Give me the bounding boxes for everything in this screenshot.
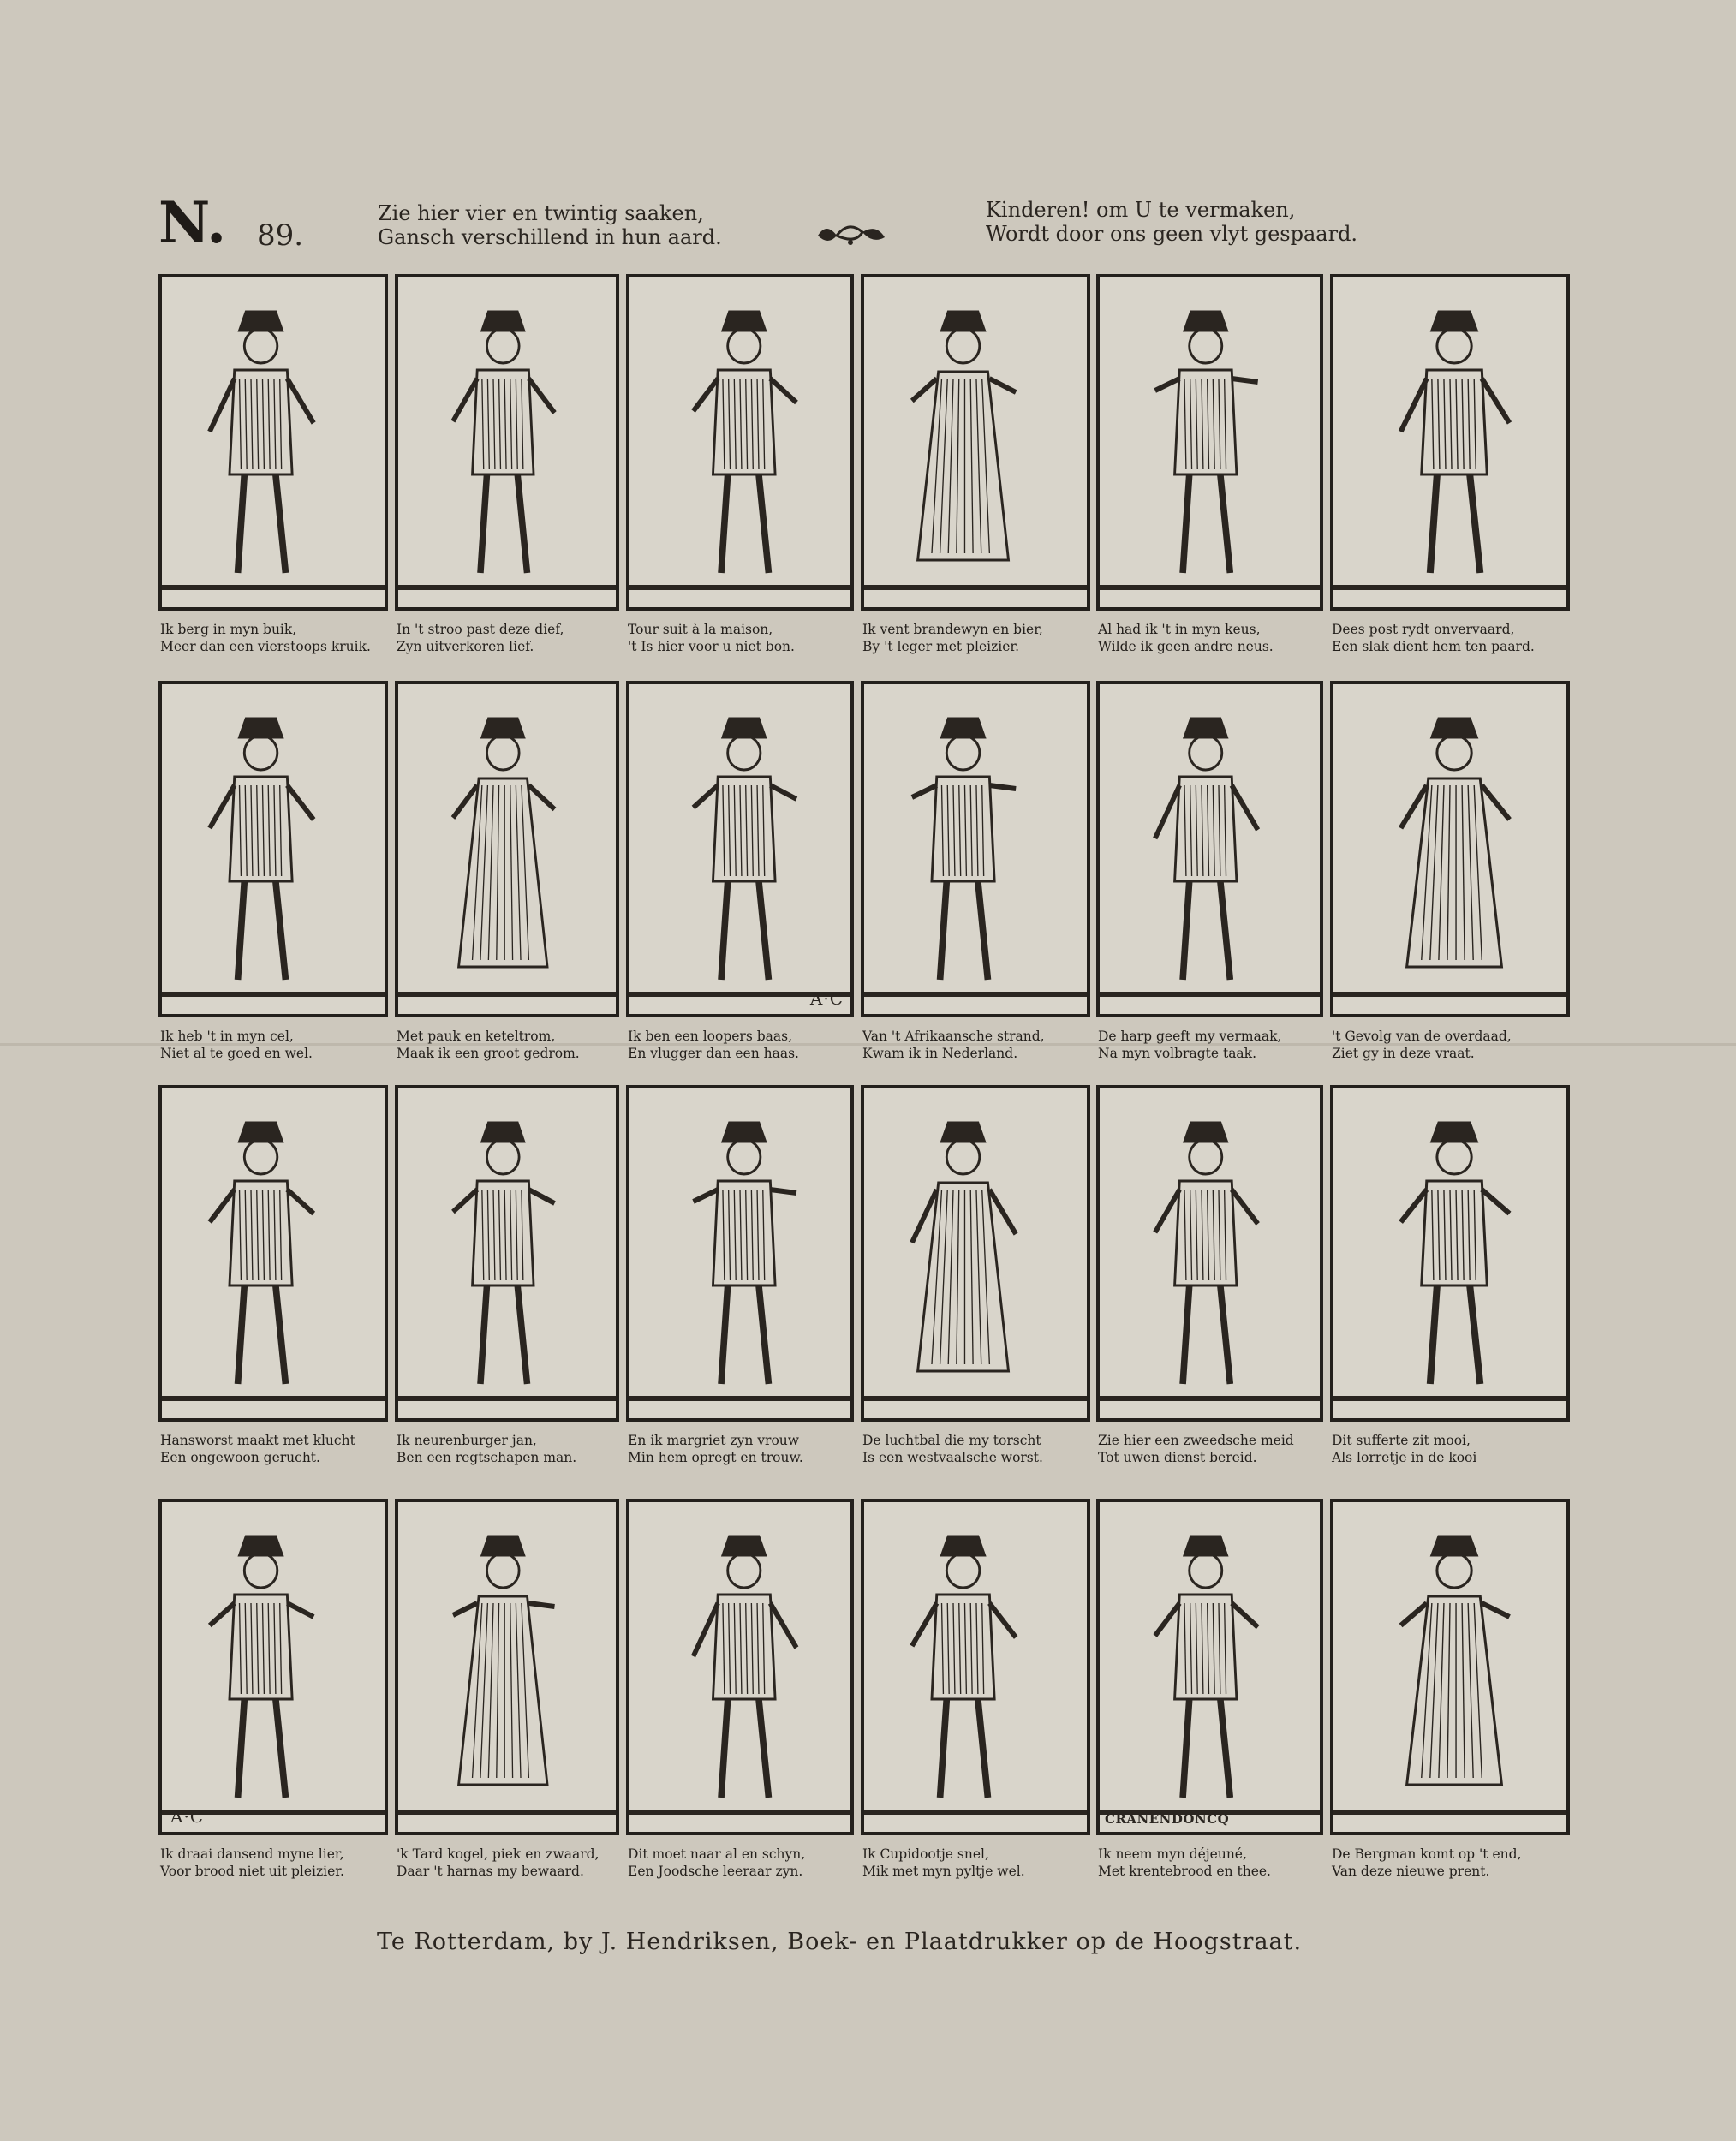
caption-line: De harp geeft my vermaak, xyxy=(1098,1029,1282,1044)
caption-line: Na myn volbragte taak. xyxy=(1098,1046,1256,1061)
woodcut-panel xyxy=(626,274,854,611)
caption-line: Een Joodsche leeraar zyn. xyxy=(628,1864,803,1879)
postman-on-snail-icon xyxy=(1333,277,1566,607)
sheet-letter: N. xyxy=(158,189,227,256)
caption-line: De Bergman komt op 't end, xyxy=(1332,1846,1522,1862)
woodcut-row xyxy=(158,681,1597,1061)
caption-line: Ik berg in myn buik, xyxy=(160,622,297,637)
header-verse-line: Wordt door ons geen vlyt gespaard. xyxy=(986,222,1358,246)
caption-line: Met krentebrood en thee. xyxy=(1098,1864,1271,1879)
panel-caption xyxy=(1098,1028,1331,1062)
caption-line: Dit sufferte zit mooi, xyxy=(1332,1433,1471,1448)
woodcut-panel xyxy=(395,1499,619,1835)
woodcut-panel xyxy=(1096,681,1323,1017)
caption-line: 't Gevolg van de overdaad, xyxy=(1332,1029,1512,1044)
caption-line: Tour suit à la maison, xyxy=(628,622,773,637)
caption-line: Ik draai dansend myne lier, xyxy=(160,1846,344,1862)
woodcut-panel xyxy=(626,681,854,1017)
woodcut-panel xyxy=(158,274,388,611)
hansworst-clown-icon xyxy=(162,1088,385,1418)
caption-line: Van deze nieuwe prent. xyxy=(1332,1864,1490,1879)
panel-caption xyxy=(397,1846,629,1880)
engraver-signature: A·C xyxy=(170,1806,205,1827)
caption-line: Als lorretje in de kooi xyxy=(1332,1450,1477,1465)
header xyxy=(158,189,1597,261)
woodcut-panel xyxy=(861,274,1090,611)
panel-caption xyxy=(1332,1432,1565,1466)
caption-line: Al had ik 't in myn keus, xyxy=(1098,622,1261,637)
swedish-maid-icon xyxy=(1100,1088,1320,1418)
armored-knight-icon xyxy=(398,1502,616,1832)
sutler-woman-icon xyxy=(864,277,1087,607)
header-verse-line: Gansch verschillend in hun aard. xyxy=(378,225,722,249)
caption-line: Meer dan een vierstoops kruik. xyxy=(160,639,371,654)
man-reading-icon xyxy=(1100,277,1320,607)
caption-line: Zyn uitverkoren lief. xyxy=(397,639,534,654)
caption-line: Dit moet naar al en schyn, xyxy=(628,1846,806,1862)
caption-line: Is een westvaalsche worst. xyxy=(862,1450,1043,1465)
header-verse-right xyxy=(986,198,1357,246)
caption-line: Tot uwen dienst bereid. xyxy=(1098,1450,1257,1465)
soldier-sentry-icon xyxy=(629,277,850,607)
panel-caption xyxy=(862,1846,1095,1880)
panel-caption xyxy=(397,1432,629,1466)
woodcut-panel xyxy=(1096,274,1323,611)
man-carrying-straw-icon xyxy=(398,277,616,607)
woodcut-row xyxy=(158,274,1597,654)
woodcut-panel xyxy=(1096,1085,1323,1422)
rabbi-with-book-icon xyxy=(629,1502,850,1832)
panel-caption xyxy=(1098,1846,1331,1880)
caption-line: Niet al te goed en wel. xyxy=(160,1046,313,1061)
woodcut-panel xyxy=(861,1499,1090,1835)
vomiting-man-icon xyxy=(1333,684,1566,1014)
imprint-footer: Te Rotterdam, by J. Hendriksen, Boek- en Plaatdrukker op de Hoogstraat. xyxy=(377,1929,1303,1955)
dancing-fiddler-icon xyxy=(162,1502,385,1832)
panel-caption xyxy=(862,1028,1095,1062)
kettledrummer-icon xyxy=(398,684,616,1014)
caption-line: De luchtbal die my torscht xyxy=(862,1433,1041,1448)
caption-line: 't Is hier voor u niet bon. xyxy=(628,639,795,654)
panel-caption xyxy=(160,1432,393,1466)
caption-line: In 't stroo past deze dief, xyxy=(397,622,564,637)
woodcut-panel xyxy=(395,1085,619,1422)
engraver-signature: CRANENDONCQ xyxy=(1105,1811,1230,1827)
panel-caption xyxy=(397,621,629,655)
panel-caption xyxy=(628,1028,861,1062)
panel-caption xyxy=(160,621,393,655)
man-at-breakfast-icon xyxy=(1100,1502,1320,1832)
woodcut-panel xyxy=(626,1499,854,1835)
woodcut-panel xyxy=(861,1085,1090,1422)
woodcut-panel xyxy=(1330,1499,1570,1835)
caption-line: Een ongewoon gerucht. xyxy=(160,1450,320,1465)
woodcut-panel xyxy=(395,274,619,611)
header-verse-left xyxy=(378,201,722,249)
caption-line: Ziet gy in deze vraat. xyxy=(1332,1046,1475,1061)
caption-line: Min hem opregt en trouw. xyxy=(628,1450,803,1465)
caption-line: Ben een regtschapen man. xyxy=(397,1450,577,1465)
caption-line: Ik neurenburger jan, xyxy=(397,1433,537,1448)
woodcut-panel xyxy=(1330,681,1570,1017)
panel-caption xyxy=(160,1028,393,1062)
panel-caption xyxy=(1332,621,1565,655)
panel-caption xyxy=(1098,1432,1331,1466)
woodcut-panel xyxy=(1330,1085,1570,1422)
caption-line: Ik neem myn déjeuné, xyxy=(1098,1846,1247,1862)
caption-line: Mik met myn pyltje wel. xyxy=(862,1864,1025,1879)
panel-caption xyxy=(1332,1846,1565,1880)
caption-line: Ik vent brandewyn en bier, xyxy=(862,622,1043,637)
caption-line: Van 't Afrikaansche strand, xyxy=(862,1029,1045,1044)
nun-figure-icon xyxy=(162,684,385,1014)
caption-line: Een slak dient hem ten paard. xyxy=(1332,639,1535,654)
caption-line: By 't leger met pleizier. xyxy=(862,639,1020,654)
woodcut-panel xyxy=(861,681,1090,1017)
woodcut-row xyxy=(158,1499,1597,1879)
woman-margriet-icon xyxy=(629,1088,850,1418)
woodcut-panel xyxy=(1096,1499,1323,1835)
sheet-number: 89. xyxy=(257,218,304,253)
panel-caption xyxy=(1098,621,1331,655)
panel-caption xyxy=(397,1028,629,1062)
panel-caption xyxy=(628,1846,861,1880)
caption-line: 'k Tard kogel, piek en zwaard, xyxy=(397,1846,600,1862)
cupid-archer-icon xyxy=(864,1502,1087,1832)
woodcut-row xyxy=(158,1085,1597,1465)
person-in-birdcage-icon xyxy=(1333,1088,1566,1418)
caption-line: Voor brood niet uit pleizier. xyxy=(160,1864,344,1879)
engraver-signature: A·C xyxy=(809,988,844,1009)
nuremberg-man-icon xyxy=(398,1088,616,1418)
kneeling-man-icon xyxy=(864,1088,1087,1418)
woodcut-panel xyxy=(158,1085,388,1422)
header-verse-line: Zie hier vier en twintig saaken, xyxy=(378,201,704,225)
panel-caption xyxy=(628,1432,861,1466)
panel-caption xyxy=(862,621,1095,655)
caption-line: Hansworst maakt met klucht xyxy=(160,1433,355,1448)
woodcut-panel xyxy=(1330,274,1570,611)
harp-player-icon xyxy=(1100,684,1320,1014)
panel-caption xyxy=(1332,1028,1565,1062)
woodcut-panel xyxy=(158,681,388,1017)
panel-caption xyxy=(160,1846,393,1880)
caption-line: En ik margriet zyn vrouw xyxy=(628,1433,800,1448)
stout-man-figure-icon xyxy=(162,277,385,607)
running-footman-icon xyxy=(629,684,850,1014)
caption-line: Ik heb 't in myn cel, xyxy=(160,1029,294,1044)
caption-line: En vlugger dan een haas. xyxy=(628,1046,799,1061)
caption-line: Daar 't harnas my bewaard. xyxy=(397,1864,584,1879)
caption-line: Ik Cupidootje snel, xyxy=(862,1846,989,1862)
panel-caption xyxy=(628,621,861,655)
leaf-ornament-icon xyxy=(809,217,895,251)
caption-line: Dees post rydt onvervaard, xyxy=(1332,622,1515,637)
caption-line: Kwam ik in Nederland. xyxy=(862,1046,1018,1061)
miner-with-mandolin-icon xyxy=(1333,1502,1566,1832)
woodcut-panel xyxy=(158,1499,388,1835)
header-verse-line: Kinderen! om U te vermaken, xyxy=(986,198,1296,222)
caption-line: Zie hier een zweedsche meid xyxy=(1098,1433,1294,1448)
woodcut-panel xyxy=(626,1085,854,1422)
caption-line: Maak ik een groot gedrom. xyxy=(397,1046,580,1061)
man-with-falcon-icon xyxy=(864,684,1087,1014)
panel-caption xyxy=(862,1432,1095,1466)
woodcut-panel xyxy=(395,681,619,1017)
caption-line: Met pauk en keteltrom, xyxy=(397,1029,556,1044)
caption-line: Wilde ik geen andre neus. xyxy=(1098,639,1274,654)
caption-line: Ik ben een loopers baas, xyxy=(628,1029,792,1044)
